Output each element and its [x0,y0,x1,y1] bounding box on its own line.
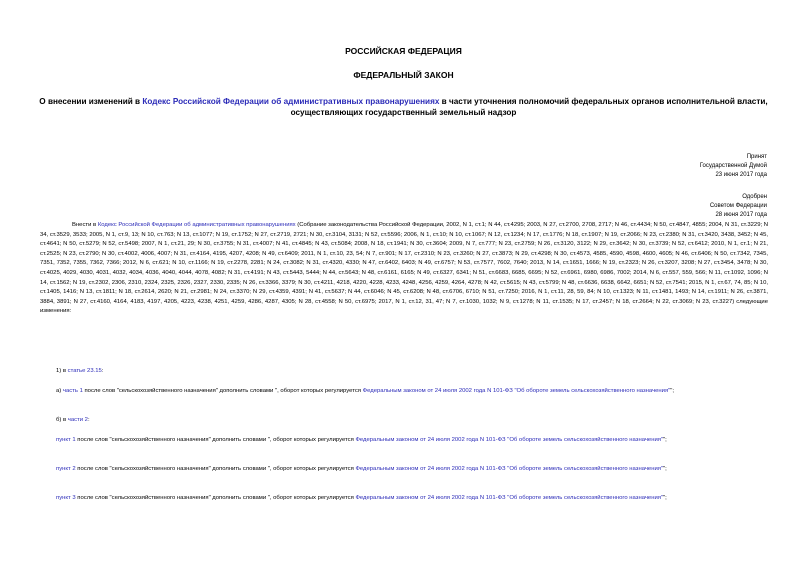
amendment-item-a [40,387,768,397]
title-suffix: в части уточнения полномочий федеральных органов исполнительной власти, осуществляющих государственный земельный надзор [290,97,768,117]
approved-label: Одобрен [742,194,767,200]
adopted-by: Государственной Думой [699,163,767,169]
part-2-link[interactable]: части 2 [67,417,88,423]
point-2-law-link[interactable]: Федеральным законом от 24 июля 2002 года N 101-ФЗ "Об обороте земель сельскохозяйственного назначения" [355,466,664,472]
item-a-law-link[interactable]: Федеральным законом от 24 июля 2002 года N 101-ФЗ "Об обороте земель сельскохозяйственного назначения" [362,388,671,394]
intro-prefix: Внести в [72,222,98,228]
document-type-heading: ФЕДЕРАЛЬНЫЙ ЗАКОН [353,70,454,80]
point-3-text: после слов "сельскохозяйственного назначения" дополнить словами ", оборот которых регулируется [75,495,356,501]
amendment-item-1 [40,367,768,377]
item-a-text: после слов "сельскохозяйственного назначения" дополнить словами ", оборот которых регулируется [82,388,363,394]
country-heading: РОССИЙСКАЯ ФЕДЕРАЦИЯ [345,46,462,56]
item-a-prefix: а) [56,388,63,394]
item-b-prefix: б) в [56,417,68,423]
adoption-block [700,153,767,180]
title-prefix: О внесении изменений в [39,97,143,106]
intro-paragraph [40,221,768,317]
amendment-item-b [40,416,768,426]
point-1-text: после слов "сельскохозяйственного назначения" дополнить словами ", оборот которых регулируется [75,437,356,443]
amendment-point-2 [40,465,768,475]
item-1-suffix: : [101,368,104,374]
approved-by: Советом Федерации [709,203,767,209]
title-code-link[interactable]: Кодекс Российской Федерации об административных правонарушениях [142,97,440,106]
point-3-law-link[interactable]: Федеральным законом от 24 июля 2002 года N 101-ФЗ "Об обороте земель сельскохозяйственного назначения" [355,495,664,501]
item-a-suffix: "; [670,388,674,394]
intro-citations: (Собрание законодательства Российской Федерации, 2002, N 1, ст.1; N 44, ст.4295; 2003, N 27, ст.2700, 2708, 2717; N 46, ст.4434; N 50, ст.4847, 4855; 2004, N 31, ст.3229; N 34, ст.3529, 3533; 2005, N 1, ст.9, 13; N 10, ст.763; N 13, ст.1077; N 19, ст.1752; N 27, ст.2719, 2721; N 30, ст.3104, 3131; N 52, ст.5596; 2006, N 1, ст.10; N 10, ст.1067; N 12, ст.1234; N 17, ст.1776; N 18, ст.1907; N 19, ст.2066; N 23, ст.2380; N 31, ст.3420, 3438, 3452; N 45, ст.4641; N 50, ст.5279; N 52, ст.5498; 2007, N 1, ст.21, 29; N 30, ст.3755; N 31, ст.4007; N 41, ст.4845; N 43, ст.5084; 2008, N 18, ст.1941; N 30, ст.3604; 2009, N 7, ст.777; N 23, ст.2759; N 26, ст.3120, 3122; N 29, ст.3642; N 30, ст.3739; N 52, ст.6412; 2010, N 1, ст.1; N 21, ст.2525; N 23, ст.2790; N 30, ст.4002, 4006, 4007; N 31, ст.4164, 4195, 4207, 4208; N 49, ст.6409; 2011, N 1, ст.10, 23, 54; N 7, ст.901; N 17, ст.2310; N 23, ст.3260; N 27, ст.3873; N 29, ст.4298; N 30, ст.4573, 4585, 4590, 4598, 4600, 4605; N 46, ст.6406; N 50, ст.7342, 7345, 7351, 7352, 7355, 7362, 7366; 2012, N 6, ст.621; N 10, ст.1166; N 19, ст.2278, 2281; N 24, ст.3082; N 31, ст.4320, 4330; N 47, ст.6402, 6403; N 49, ст.6757; N 53, ст.7577, 7602, 7640; 2013, N 14, ст.1651, 1666; N 19, ст.2323; N 26, ст.3207, 3208; N 27, ст.3454, 3478; N 30, ст.4025, 4029, 4030, 4031, 4032, 4034, 4036, 4040, 4044, 4078, 4082; N 31, ст.4191; N 43, ст.5443, 5444; N 44, ст.5643; N 48, ст.6161, 6165; N 49, ст.6327, 6341; N 51, ст.6683, 6685, 6695; N 52, ст.6961, 6980, 6986, 7002; 2014, N 6, ст.557, 559, 566; N 11, ст.1092, 1096; N 14, ст.1562; N 19, ст.2302, 2306, 2310, 2324, 2325, 2326, 2327, 2330, 2335; N 26, ст.3366, 3379; N 30, ст.4211, 4218, 4220, 4228, 4233, 4248, 4256, 4259, 4264, 4278; N 42, ст.5615; N 43, ст.5799; N 48, ст.6636, 6638, 6642, 6651; N 52, ст.7541; 2015, N 1, ст.67, 74, 85; N 10, ст.1405, 1416; N 13, ст.1811; N 18, ст.2614, 2620; N 21, ст.2981; N 24, ст.3370; N 29, ст.4359, 4391; N 41, ст.5637; N 44, ст.6046; N 45, ст.6208; N 48, ст.6706, 6710; N 51, ст.7250; 2016, N 1, ст.11, 28, 59, 84; N 10, ст.1323; N 11, ст.1481, 1493; N 14, ст.1911; N 26, ст.3871, 3884, 3891; N 27, ст.4160, 4164, 4183, 4197, 4205, 4223, 4238, 4251, 4259, 4286, 4287, 4305; N 28, ст.4558; N 50, ст.6975; 2017, N 1, ст.12, 31, 47; N 7, ст.1030, 1032; N 9, ст.1278; N 11, ст.1535; N 17, ст.2457; N 18, ст.2664; N 22, ст.3069; N 23, ст.3227) следующие изменения: [40,222,769,315]
point-2-text: после слов "сельскохозяйственного назначения" дополнить словами ", оборот которых регулируется [75,466,356,472]
intro-code-link[interactable]: Кодекс Российской Федерации об административных правонарушениях [97,222,296,228]
item-b-suffix: : [87,417,90,423]
point-2-suffix: "; [663,466,667,472]
article-23-15-link[interactable]: статье 23.15 [67,368,102,374]
amendment-point-3 [40,494,768,504]
approved-date: 28 июня 2017 года [715,212,767,218]
point-1-suffix: "; [663,437,667,443]
adopted-date: 23 июня 2017 года [715,172,767,178]
point-1-law-link[interactable]: Федеральным законом от 24 июля 2002 года N 101-ФЗ "Об обороте земель сельскохозяйственного назначения" [355,437,664,443]
point-1-link[interactable]: пункт 1 [56,437,76,443]
point-2-link[interactable]: пункт 2 [56,466,76,472]
point-3-suffix: "; [663,495,667,501]
approval-block [710,193,767,220]
amendment-point-1 [40,436,768,446]
point-3-link[interactable]: пункт 3 [56,495,76,501]
part-1-link[interactable]: часть 1 [62,388,83,394]
adopted-label: Принят [746,154,767,160]
law-title [38,96,769,118]
item-1-prefix: 1) в [56,368,68,374]
